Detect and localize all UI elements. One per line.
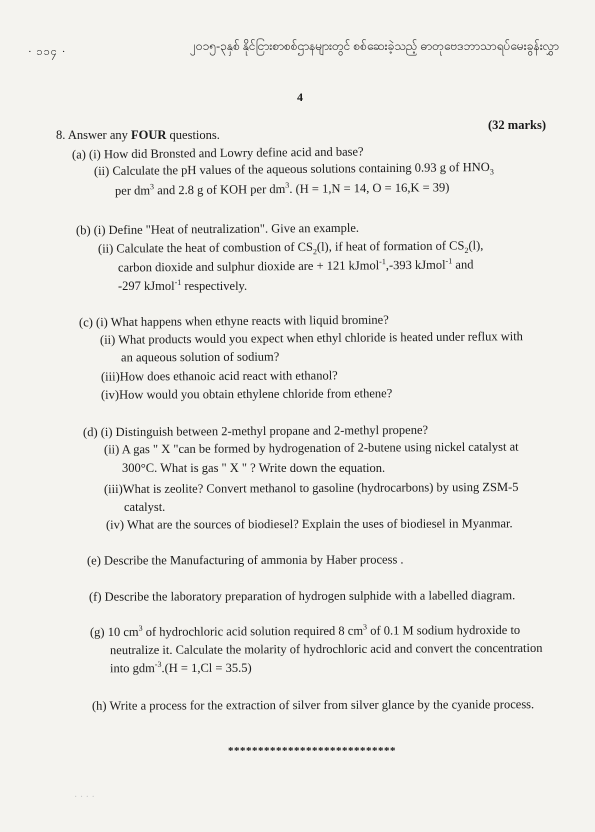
part-a-i bbox=[72, 144, 364, 162]
text: -297 kJmol bbox=[118, 279, 175, 293]
text: (l), if heat of formation of CS bbox=[316, 238, 465, 254]
part-g-line1 bbox=[90, 623, 520, 640]
text: and bbox=[452, 257, 474, 272]
text: carbon dioxide and sulphur dioxide are + 121 kJmol bbox=[117, 258, 380, 275]
text: of 0.1 M sodium hydroxide to bbox=[367, 622, 521, 638]
subscript: 2 bbox=[464, 245, 469, 255]
superscript: -1 bbox=[445, 256, 453, 266]
question-number: 8. bbox=[56, 128, 66, 142]
part-d-iv: (iv) What are the sources of biodiesel? Explain the uses of biodiesel in Myanmar. bbox=[105, 516, 513, 532]
text: (g) 10 cm bbox=[89, 624, 139, 640]
part-d-iii-line2: catalyst. bbox=[124, 500, 166, 514]
text: (ii) Calculate the pH values of the aqueous solutions containing 0.93 g of HNO bbox=[93, 159, 490, 179]
part-a-i-text: How did Bronsted and Lowry define acid and base? bbox=[103, 144, 364, 162]
part-b-ii-line3 bbox=[118, 279, 247, 294]
header-page-code: · ၁၁၄ · bbox=[28, 46, 67, 58]
text: respectively. bbox=[181, 279, 248, 293]
part-a-ii-line1 bbox=[94, 160, 494, 179]
part-c-label: (c) (i) bbox=[78, 315, 108, 330]
part-d-i bbox=[83, 423, 428, 440]
end-marker: **************************** bbox=[228, 745, 396, 757]
superscript: -1 bbox=[379, 257, 386, 267]
part-a-label: (a) (i) bbox=[71, 147, 101, 162]
superscript: -1 bbox=[174, 277, 182, 287]
question-instruction bbox=[56, 128, 220, 143]
part-c-iv: (iv)How would you obtain ethylene chloride from ethene? bbox=[100, 386, 393, 402]
part-b-ii-line1 bbox=[98, 238, 483, 256]
marks-label: (32 marks) bbox=[488, 118, 546, 132]
text: (ii) Calculate the heat of combustion of CS bbox=[97, 239, 313, 256]
part-b-i-text: Define "Heat of neutralization". Give an example. bbox=[108, 220, 360, 237]
part-d-ii-line2: 300°C. What is gas " X " ? Write down the equation. bbox=[122, 461, 386, 475]
part-d-ii-line1: (ii) A gas " X "can be formed by hydrogenation of 2-butene using nickel catalyst at bbox=[103, 439, 519, 457]
text: and 2.8 g of KOH per dm bbox=[153, 181, 286, 198]
part-c-i-text: What happens when ethyne reacts with liquid bromine? bbox=[110, 312, 389, 330]
part-d-i-text: Distinguish between 2-methyl propane and 2-methyl propene? bbox=[115, 422, 429, 439]
text: ,-393 kJmol bbox=[385, 257, 446, 273]
subscript: 3 bbox=[489, 167, 494, 177]
part-e: (e) Describe the Manufacturing of ammonia by Haber process . bbox=[86, 552, 404, 568]
part-c-iii: (iii)How does ethanoic acid react with ethanol? bbox=[100, 368, 338, 384]
part-c-ii-line1: (ii) What products would you expect when ethyl chloride is heated under reflux with bbox=[99, 329, 523, 347]
text: per dm bbox=[114, 183, 151, 198]
part-a-ii-line2 bbox=[115, 180, 450, 199]
part-c-i bbox=[79, 313, 389, 331]
text: (l), bbox=[468, 238, 484, 253]
instruction-text: Answer any bbox=[67, 128, 131, 142]
superscript: 3 bbox=[149, 182, 155, 192]
part-f: (f) Describe the laboratory preparation of hydrogen sulphide with a labelled diagram. bbox=[88, 588, 516, 604]
part-b-ii-line2 bbox=[118, 257, 474, 275]
superscript: 3 bbox=[285, 180, 290, 190]
part-d-label: (d) (i) bbox=[82, 424, 113, 440]
part-c-ii-line2: an aqueous solution of sodium? bbox=[120, 349, 280, 365]
page-number: 4 bbox=[297, 90, 303, 104]
text: of hydrochloric acid solution required 8 cm bbox=[142, 623, 364, 639]
part-g-line2: neutralize it. Calculate the molarity of hydrochloric acid and convert the concentration bbox=[109, 640, 543, 658]
instruction-bold: FOUR bbox=[131, 128, 167, 142]
instruction-text-end: questions. bbox=[166, 128, 220, 142]
part-d-iii-line1: (iii)What is zeolite? Convert methanol to gasoline (hydrocarbons) by using ZSM-5 bbox=[103, 479, 519, 497]
header-title: ၂၀၁၅-၃နှစ် နိုင်ငြားစာစစ်ဌာနများတွင် စစ်ဆေးခဲ့သည့် ဓာတုဗေဒဘာသာရပ်မေးခွန်းလွှာ bbox=[190, 39, 559, 53]
part-b-i bbox=[76, 221, 359, 238]
superscript: -3 bbox=[154, 659, 162, 669]
faint-page-mark: · · · · bbox=[74, 792, 95, 803]
superscript: 3 bbox=[363, 622, 368, 632]
text: . (H = 1,N = 14, O = 16,K = 39) bbox=[289, 180, 450, 196]
subscript: 2 bbox=[312, 247, 317, 257]
part-h: (h) Write a process for the extraction of silver from silver glance by the cyanide process. bbox=[91, 697, 535, 713]
text: into gdm bbox=[109, 661, 155, 676]
part-g-line3 bbox=[110, 661, 252, 676]
superscript: 3 bbox=[138, 623, 143, 633]
part-b-label: (b) (i) bbox=[75, 222, 106, 238]
text: .(H = 1,Cl = 35.5) bbox=[161, 660, 252, 676]
